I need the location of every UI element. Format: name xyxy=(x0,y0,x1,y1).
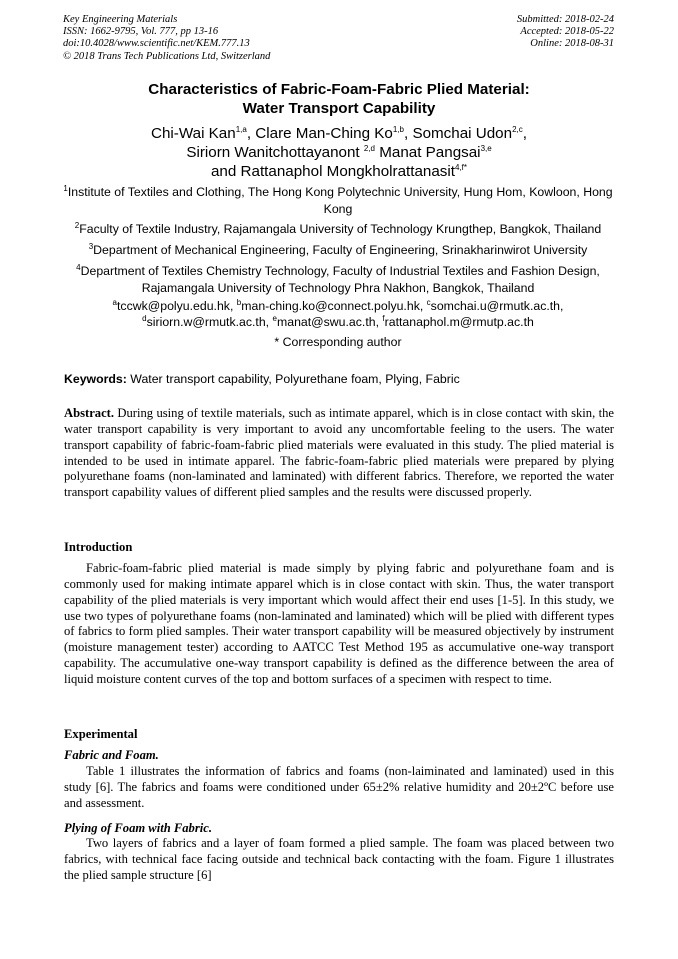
email-address: rattanaphol.m@rmutp.ac.th xyxy=(384,314,534,329)
email-line-2 xyxy=(62,315,614,331)
affiliation-number: 4 xyxy=(76,262,81,272)
author-affil-mark: 2,c xyxy=(512,124,523,134)
abstract xyxy=(64,406,614,501)
author-name: Siriorn Wanitchottayanont xyxy=(186,144,364,161)
introduction-heading: Introduction xyxy=(64,540,133,554)
email-address: somchai.u@rmutk.ac.th, xyxy=(430,299,564,313)
affiliation-2 xyxy=(62,221,614,238)
fabric-foam-heading: Fabric and Foam. xyxy=(64,748,159,762)
email-mark: a xyxy=(112,297,117,307)
doi-line: doi:10.4028/www.scientific.net/KEM.777.13 xyxy=(63,38,250,50)
accepted-date: Accepted: 2018-05-22 xyxy=(520,26,614,38)
keywords-text: Water transport capability, Polyurethane foam, Plying, Fabric xyxy=(130,372,460,386)
author-line-2 xyxy=(0,143,678,162)
affiliation-1 xyxy=(62,184,614,217)
publication-dates xyxy=(517,14,614,51)
paper-title xyxy=(0,80,678,118)
online-date: Online: 2018-08-31 xyxy=(530,38,614,50)
keywords xyxy=(64,371,460,387)
affiliation-number: 3 xyxy=(88,241,94,251)
plying-heading: Plying of Foam with Fabric. xyxy=(64,821,212,835)
author-list xyxy=(0,124,678,181)
journal-info xyxy=(63,14,270,63)
author-name: Clare Man-Ching Ko xyxy=(255,125,393,142)
affiliation-text: Department of Mechanical Engineering, Faculty of Engineering, Srinakharinwirot University xyxy=(93,243,588,257)
author-separator: , xyxy=(404,125,413,142)
experimental-heading: Experimental xyxy=(64,727,138,741)
corresponding-author-note: * Corresponding author xyxy=(274,335,402,349)
author-separator: , xyxy=(522,125,527,142)
email-address: manat@swu.ac.th, xyxy=(276,314,383,329)
email-list xyxy=(62,299,614,330)
abstract-label: Abstract. xyxy=(64,406,115,420)
author-name: Somchai Udon xyxy=(412,125,513,142)
submitted-date: Submitted: 2018-02-24 xyxy=(516,14,614,25)
introduction-paragraph: Fabric-foam-fabric plied material is made simply by plying fabric and polyurethane foam and is commonly used for making intimate apparel which is in close contact with skin. Thus, the water transport capability of the plied materials is very important which would affect their end uses [1-5]. In this study, we use two types of polyurethane foams (non-laminated and laminated) which will be plied with different types of fabrics to form plied samples. Their water transport capability will be measured objectively by instrument (moisture management tester) according to AATCC Test Method 195 as accumulative one-way transport capability. The accumulative one-way transport capability is defined as the difference between the area of liquid moisture content curves of the top and bottom surfaces of a specimen with respect to time. xyxy=(64,561,614,686)
plying-paragraph: Two layers of fabrics and a layer of foam formed a plied sample. The foam was placed between two fabrics, with technical face facing outside and technical back contacting with the foam. Figure 1 illustrates the plied sample structure [6] xyxy=(64,836,614,882)
abstract-text: During using of textile materials, such as intimate apparel, which is in close contact with skin, the water transport capability is very important to avoid any uncomfortable feeling to the users. The water transport capability of fabric-foam-fabric plied materials were evaluated in this study. The plied material is intended to be used in intimate apparel. The fabric-foam-fabric plied materials were prepared by plying polyurethane foams (non-laminated and laminated) with different fabrics. Therefore, we reported the water transport capability values of different plied samples and the results were discussed properly. xyxy=(64,406,614,500)
affiliation-3 xyxy=(62,242,614,259)
author-line-3 xyxy=(0,162,678,181)
email-line-1 xyxy=(62,299,614,315)
email-address: man-ching.ko@connect.polyu.hk, xyxy=(241,299,427,313)
author-affil-mark: 3,e xyxy=(480,143,492,153)
author-affil-mark: 2,d xyxy=(363,143,375,153)
author-name: Chi-Wai Kan xyxy=(151,125,236,142)
email-address: tccwk@polyu.edu.hk, xyxy=(117,299,237,313)
affiliation-text: Faculty of Textile Industry, Rajamangala University of Technology Krungthep, Bangkok, Thailand xyxy=(79,222,602,236)
author-name: and Rattanaphol Mongkholrattanasit xyxy=(210,163,455,180)
keywords-label: Keywords: xyxy=(64,372,127,386)
author-affil-mark: 4,f* xyxy=(455,162,468,172)
author-line-1 xyxy=(0,124,678,143)
issn-line: ISSN: 1662-9795, Vol. 777, pp 13-16 xyxy=(63,26,219,38)
email-mark: c xyxy=(426,297,431,307)
email-mark: d xyxy=(142,313,147,323)
author-affil-mark: 1,a xyxy=(235,124,247,134)
copyright-line: © 2018 Trans Tech Publications Ltd, Switzerland xyxy=(63,50,271,62)
fabric-foam-paragraph: Table 1 illustrates the information of fabrics and foams (non-laiminated and laminated) used in this study [6]. The fabrics and foams were conditioned under 65±2% relative humidity and 20±2ºC before use and assessment. xyxy=(64,764,614,810)
email-mark: f xyxy=(382,313,385,323)
author-affil-mark: 1,b xyxy=(392,124,404,134)
affiliation-4 xyxy=(62,263,614,296)
title-line-1: Characteristics of Fabric-Foam-Fabric Plied Material: xyxy=(148,81,530,98)
email-mark: e xyxy=(272,313,277,323)
affiliation-text: Institute of Textiles and Clothing, The Hong Kong Polytechnic University, Hung Hom, Kowloon, Hong Kong xyxy=(67,185,613,216)
author-separator: , xyxy=(246,125,256,142)
journal-name: Key Engineering Materials xyxy=(63,14,178,25)
title-line-2: Water Transport Capability xyxy=(242,100,436,117)
email-mark: b xyxy=(236,297,242,307)
affiliation-number: 1 xyxy=(63,183,68,193)
email-address: siriorn.w@rmutk.ac.th, xyxy=(146,314,273,329)
affiliation-number: 2 xyxy=(74,220,80,230)
affiliation-text: Department of Textiles Chemistry Technology, Faculty of Industrial Textiles and Fashion Design, Rajamangala University of Technology Phra Nakhon, Bangkok, Thailand xyxy=(80,264,600,295)
author-name: Manat Pangsai xyxy=(379,144,481,161)
